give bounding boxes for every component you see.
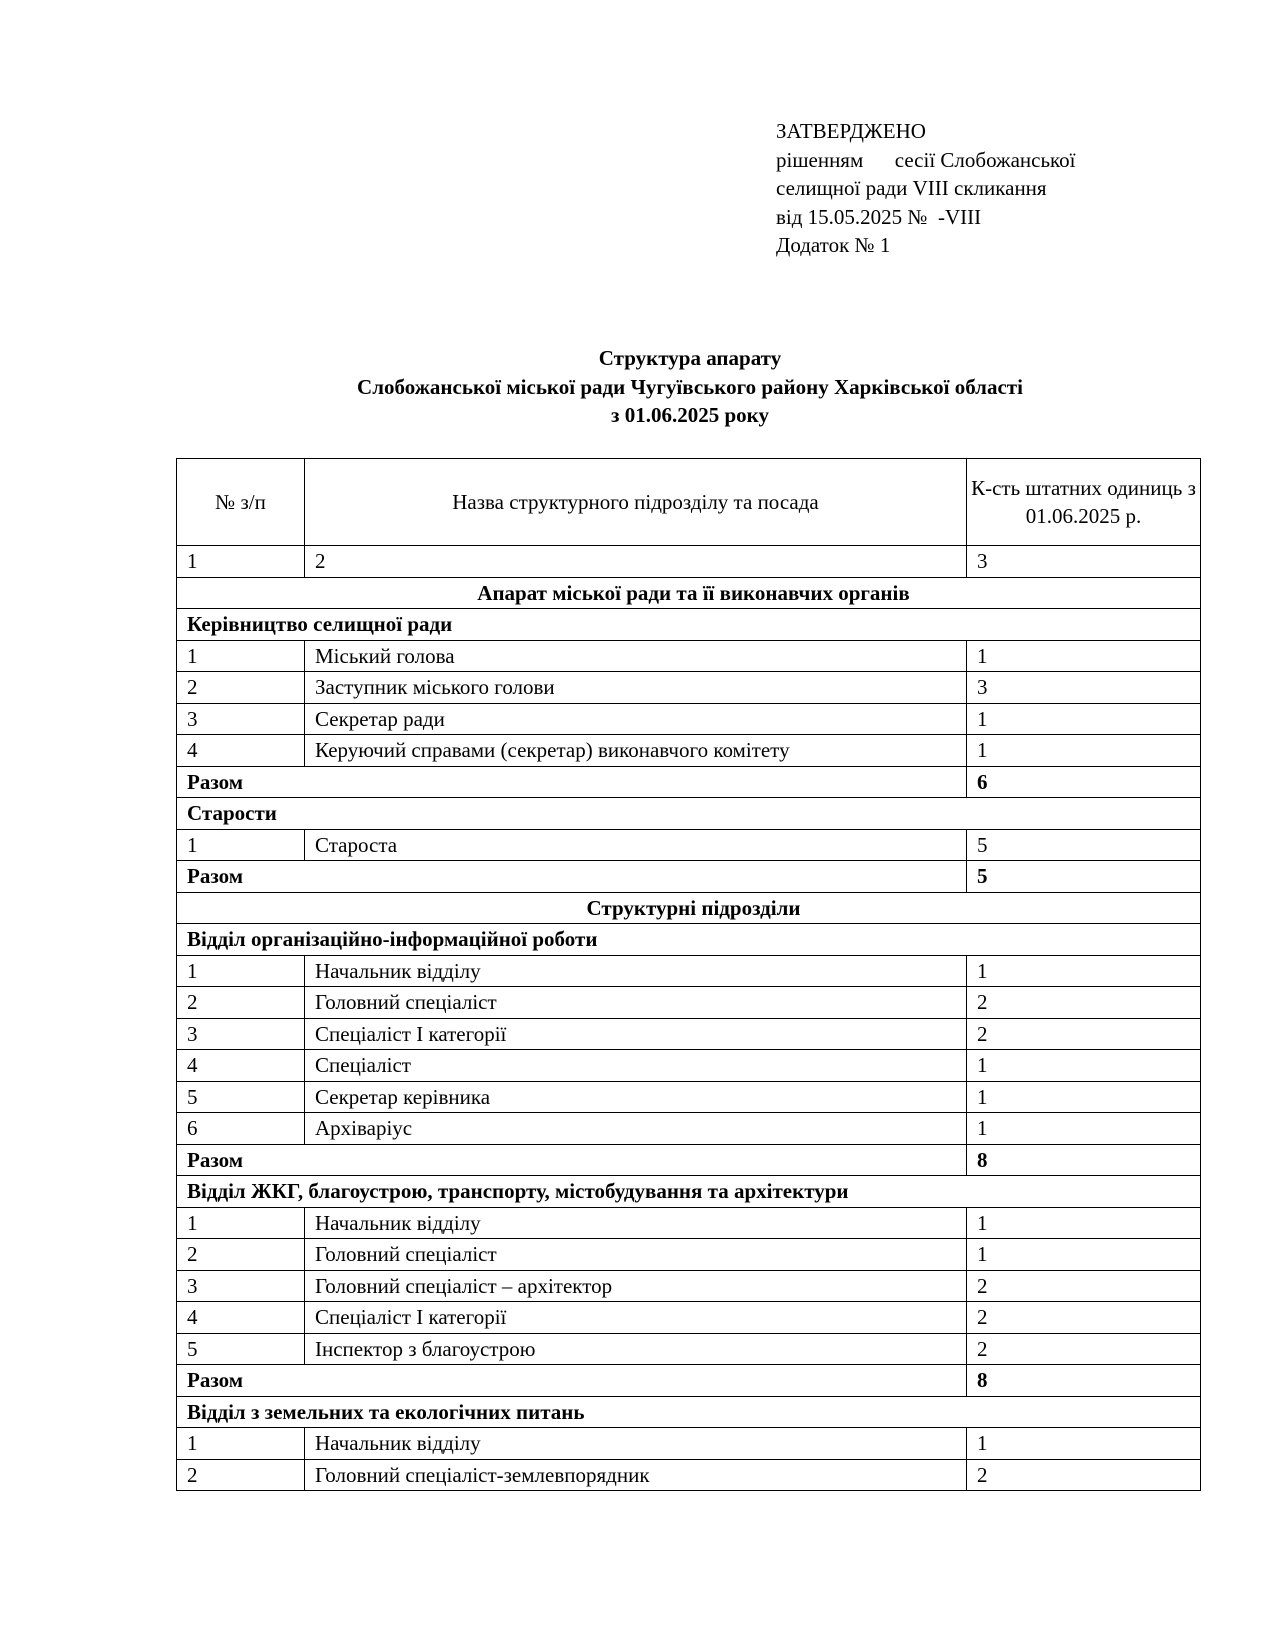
table-body [177,546,1201,1491]
structure-table [176,458,1201,1491]
table-row [177,1302,1201,1334]
staff-count: 1 [967,735,1201,767]
subsection-title: Старости [177,798,1201,830]
title-line: з 01.06.2025 року [611,403,769,427]
subsection-title: Відділ організаційно-інформаційної роботи [177,924,1201,956]
position-name: Спеціаліст [305,1050,967,1082]
row-number: 2 [177,1239,305,1271]
subsection-row [177,1176,1201,1208]
total-count: 5 [967,861,1201,893]
staff-count: 1 [967,1428,1201,1460]
row-number: 1 [177,955,305,987]
column-number: 1 [177,546,305,578]
staff-count: 2 [967,1302,1201,1334]
subsection-title: Відділ з земельних та екологічних питань [177,1396,1201,1428]
subsection-title: Керівництво селищної ради [177,609,1201,641]
row-number: 1 [177,1207,305,1239]
column-number-row [177,546,1201,578]
position-name: Спеціаліст І категорії [305,1018,967,1050]
row-number: 2 [177,1459,305,1491]
approval-line: рішенням сесії Слобожанської [776,147,1076,172]
subsection-title: Відділ ЖКГ, благоустрою, транспорту, містобудування та архітектури [177,1176,1201,1208]
staff-count: 2 [967,1018,1201,1050]
total-row [177,1144,1201,1176]
column-number: 2 [305,546,967,578]
row-number: 3 [177,1270,305,1302]
total-count: 8 [967,1144,1201,1176]
table-row [177,1428,1201,1460]
table-row [177,1113,1201,1145]
position-name: Інспектор з благоустрою [305,1333,967,1365]
staff-count: 1 [967,1239,1201,1271]
position-name: Секретар керівника [305,1081,967,1113]
table-row [177,1239,1201,1271]
staff-count: 1 [967,640,1201,672]
table-row [177,1081,1201,1113]
staff-count: 3 [967,672,1201,704]
position-name: Секретар ради [305,703,967,735]
subsection-row [177,924,1201,956]
position-name: Міський голова [305,640,967,672]
document-title [0,344,1275,430]
row-number: 1 [177,640,305,672]
approval-line: ЗАТВЕРДЖЕНО [776,119,926,143]
position-name: Архіваріус [305,1113,967,1145]
staff-count: 1 [967,955,1201,987]
position-name: Керуючий справами (секретар) виконавчого комітету [305,735,967,767]
table-row [177,1207,1201,1239]
title-line: Структура апарату [598,346,782,370]
row-number: 3 [177,703,305,735]
total-label: Разом [177,1144,967,1176]
position-name: Староста [305,829,967,861]
table-row [177,1270,1201,1302]
staff-count: 2 [967,1270,1201,1302]
total-count: 8 [967,1365,1201,1397]
staff-count: 2 [967,987,1201,1019]
position-name: Головний спеціаліст – архітектор [305,1270,967,1302]
total-label: Разом [177,766,967,798]
section-row [177,577,1201,609]
header-staff-count: К-сть штатних одиниць з 01.06.2025 р. [967,459,1201,546]
staff-count: 2 [967,1459,1201,1491]
staff-count: 1 [967,1113,1201,1145]
title-line: Слобожанської міської ради Чугуївського району Харківської області [357,374,1023,399]
table-row [177,703,1201,735]
position-name: Головний спеціаліст [305,1239,967,1271]
table-row [177,640,1201,672]
position-name: Спеціаліст І категорії [305,1302,967,1334]
position-name: Головний спеціаліст-землевпорядник [305,1459,967,1491]
row-number: 1 [177,1428,305,1460]
table-row [177,735,1201,767]
subsection-row [177,1396,1201,1428]
row-number: 1 [177,829,305,861]
approval-stamp [776,117,1076,260]
table-row [177,1333,1201,1365]
row-number: 6 [177,1113,305,1145]
row-number: 4 [177,1302,305,1334]
header-unit-name: Назва структурного підрозділу та посада [305,459,967,546]
column-number: 3 [967,546,1201,578]
table-row [177,1459,1201,1491]
row-number: 3 [177,1018,305,1050]
table-row [177,955,1201,987]
row-number: 2 [177,672,305,704]
table-row [177,1018,1201,1050]
staff-count: 1 [967,1050,1201,1082]
subsection-row [177,798,1201,830]
position-name: Начальник відділу [305,1207,967,1239]
total-count: 6 [967,766,1201,798]
row-number: 5 [177,1333,305,1365]
total-label: Разом [177,1365,967,1397]
approval-line: від 15.05.2025 № -VIII [776,204,982,229]
section-title: Апарат міської ради та її виконавчих органів [177,577,1201,609]
row-number: 4 [177,735,305,767]
section-title: Структурні підрозділи [177,892,1201,924]
total-row [177,766,1201,798]
header-number: № з/п [177,459,305,546]
row-number: 5 [177,1081,305,1113]
position-name: Заступник міського голови [305,672,967,704]
staff-count: 1 [967,1081,1201,1113]
approval-line: Додаток № 1 [776,233,891,257]
total-row [177,1365,1201,1397]
staff-count: 1 [967,1207,1201,1239]
position-name: Начальник відділу [305,955,967,987]
total-label: Разом [177,861,967,893]
table-header-row [177,459,1201,546]
staff-count: 1 [967,703,1201,735]
row-number: 2 [177,987,305,1019]
position-name: Начальник відділу [305,1428,967,1460]
position-name: Головний спеціаліст [305,987,967,1019]
table-row [177,987,1201,1019]
subsection-row [177,609,1201,641]
approval-line: селищної ради VIII скликання [776,176,1047,200]
staff-count: 2 [967,1333,1201,1365]
table-row [177,1050,1201,1082]
staff-count: 5 [967,829,1201,861]
row-number: 4 [177,1050,305,1082]
total-row [177,861,1201,893]
table-row [177,672,1201,704]
section-row [177,892,1201,924]
table-row [177,829,1201,861]
